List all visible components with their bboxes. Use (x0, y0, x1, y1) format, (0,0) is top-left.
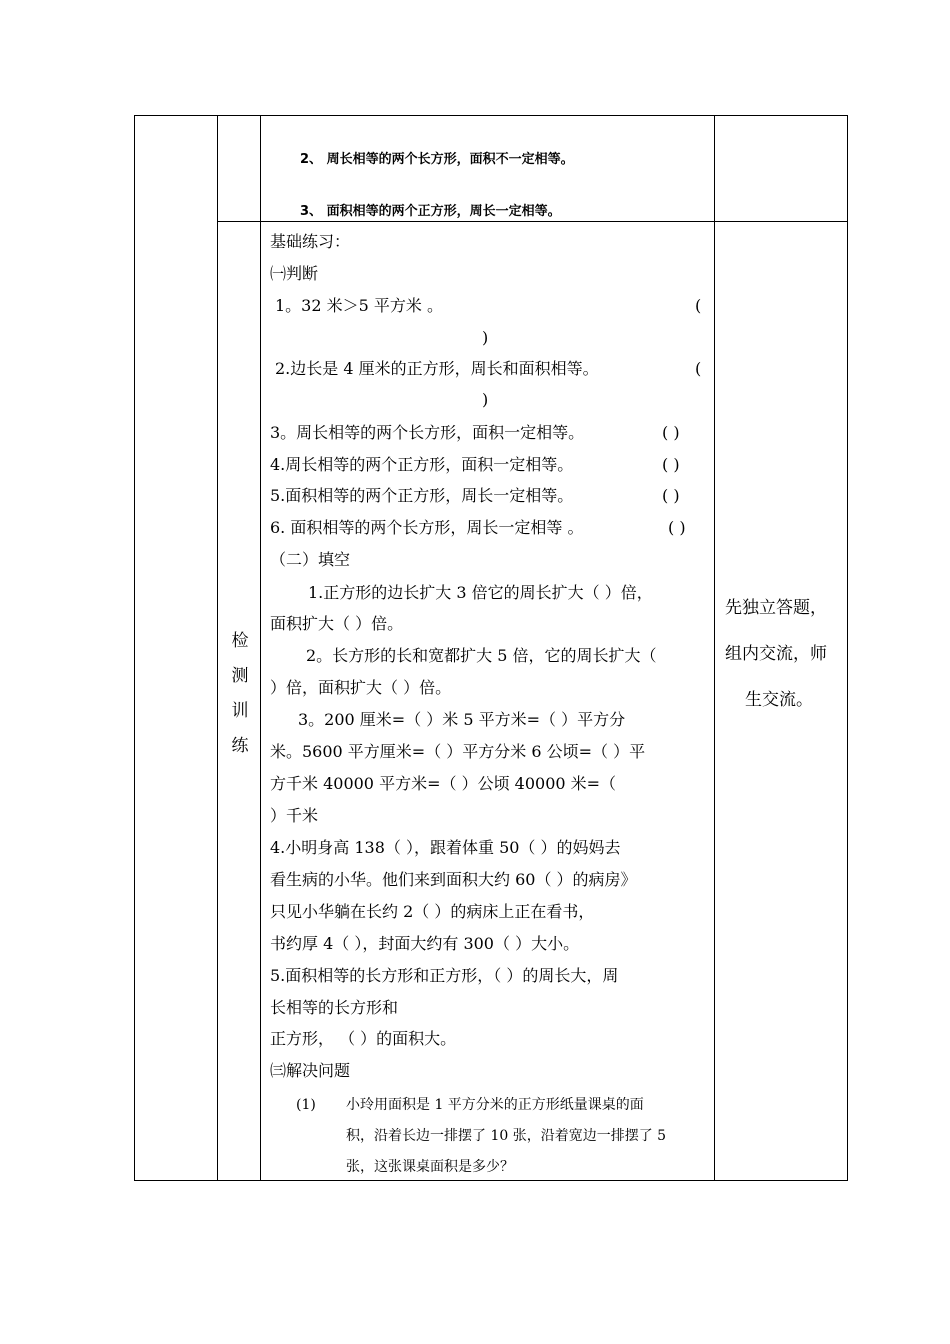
solve-item-line: 积，沿着长边一排摆了 10 张，沿着宽边一排摆了 5 (346, 1128, 667, 1144)
table-bottom-border (134, 1180, 848, 1181)
fill-line: 5.面积相等的长方形和正方形，（ ）的周长大，周 (270, 966, 619, 985)
judge-title: ㈠判断 (270, 264, 319, 283)
solve-item-line: 张，这张课桌面积是多少？ (346, 1159, 514, 1175)
judge-item-1-close: ) (482, 328, 489, 347)
solve-item-number: (1) (296, 1097, 316, 1113)
column-divider-1 (217, 115, 218, 1181)
judge-item-2-close: ) (482, 390, 489, 409)
section-label-char: 练 (231, 736, 249, 756)
section-label-char: 测 (231, 666, 249, 686)
judge-item-5: 5.面积相等的两个正方形，周长一定相等。 (270, 486, 574, 505)
section-label (230, 624, 250, 764)
solve-item-line: 小玲用面积是 1 平方分米的正方形纸量课桌的面 (346, 1097, 644, 1113)
fill-line: 方千米 40000 平方米=（ ）公顷 40000 米=（ (270, 774, 617, 793)
fill-line: 4.小明身高 138（ ），跟着体重 50（ ）的妈妈去 (270, 838, 621, 857)
judge-item-4-paren: ( ) (662, 455, 680, 474)
column-divider-3 (714, 115, 715, 1181)
basic-practice-title: 基础练习： (270, 232, 351, 251)
judge-item-6: 6. 面积相等的两个长方形，周长一定相等 。 (270, 518, 584, 537)
judge-item-5-paren: ( ) (662, 486, 680, 505)
activity-line: 先独立答题， (725, 598, 827, 618)
fill-line: 只见小华躺在长约 2（ ）的病床上正在看书， (270, 902, 595, 921)
table-right-border (847, 115, 848, 1181)
fill-line: 长相等的长方形和 (270, 998, 399, 1017)
judge-item-2-open: ( (695, 359, 702, 378)
solve-title: ㈢解决问题 (270, 1061, 351, 1080)
fill-line: ）千米 (270, 806, 319, 825)
activity-line: 生交流。 (745, 690, 813, 710)
activity-line: 组内交流，师 (725, 644, 827, 664)
fill-line: 看生病的小华。他们来到面积大约 60（ ）的病房》 (270, 870, 637, 889)
judge-item-2: 2.边长是 4 厘米的正方形，周长和面积相等。 (275, 359, 599, 378)
table-top-border (134, 115, 848, 116)
judge-item-1-open: ( (695, 296, 702, 315)
fill-line: 正方形， （ ）的面积大。 (270, 1029, 457, 1048)
judge-item-3: 3。周长相等的两个长方形，面积一定相等。 (270, 423, 585, 442)
fill-line: 1.正方形的边长扩大 3 倍它的周长扩大（ ）倍， (308, 583, 653, 602)
top-line-2: 2、 周长相等的两个长方形，面积不一定相等。 (300, 152, 574, 167)
fill-line: 面积扩大（ ）倍。 (270, 614, 404, 633)
top-line-3: 3、 面积相等的两个正方形，周长一定相等。 (300, 204, 561, 219)
judge-item-6-paren: ( ) (668, 518, 686, 537)
column-divider-2 (260, 115, 261, 1181)
section-label-char: 训 (231, 701, 249, 721)
judge-item-1: 1。32 米＞5 平方米 。 (275, 296, 443, 315)
fill-line: 3。200 厘米=（ ）米 5 平方米=（ ）平方分 (298, 710, 626, 729)
judge-item-3-paren: ( ) (662, 423, 680, 442)
fill-line: ）倍，面积扩大（ ）倍。 (270, 678, 452, 697)
fill-line: 书约厚 4（ ），封面大约有 300（ ）大小。 (270, 934, 580, 953)
fill-title: （二）填空 (270, 550, 351, 569)
fill-line: 米。5600 平方厘米=（ ）平方分米 6 公顷=（ ）平 (270, 742, 646, 761)
fill-line: 2。长方形的长和宽都扩大 5 倍，它的周长扩大（ (306, 646, 657, 665)
judge-item-4: 4.周长相等的两个正方形，面积一定相等。 (270, 455, 574, 474)
table-left-border (134, 115, 135, 1181)
section-label-char: 检 (231, 631, 249, 651)
